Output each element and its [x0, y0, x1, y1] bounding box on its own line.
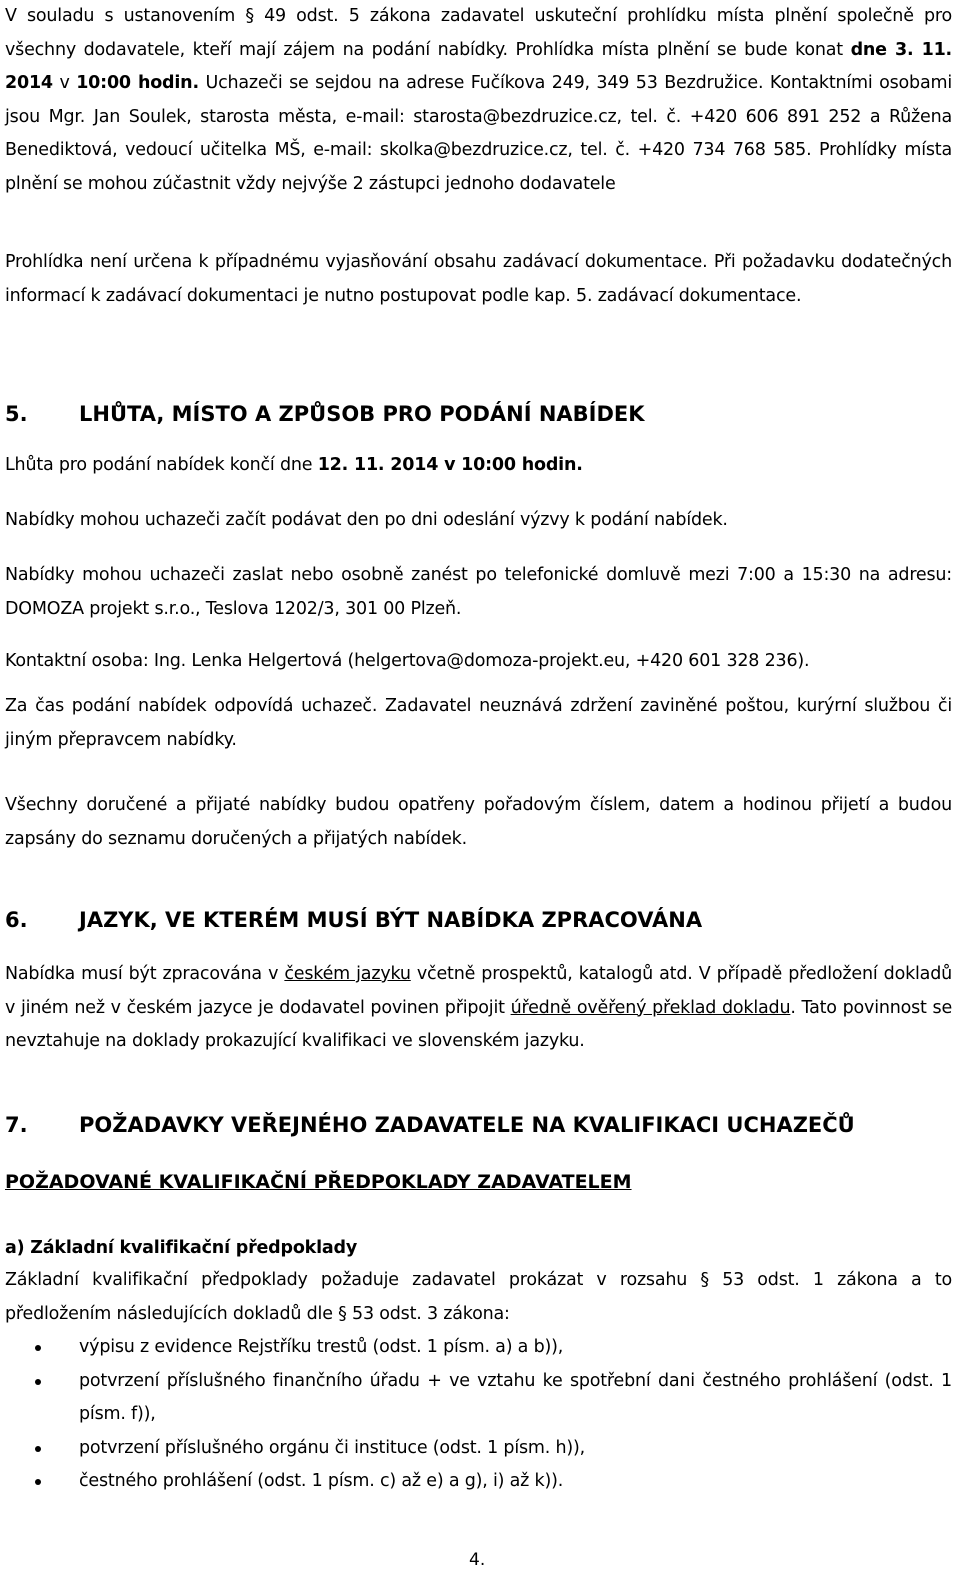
bullet-icon: [35, 1345, 41, 1351]
page-number: 4.: [469, 1550, 486, 1570]
submission-start-paragraph: Nabídky mohou uchazeči začít podávat den po dni odeslání výzvy k podání nabídek.: [5, 510, 728, 530]
list-item: potvrzení příslušného orgánu či instituce (odst. 1 písm. h)),: [5, 1432, 952, 1466]
bullet-icon: [35, 1379, 41, 1385]
section-7-heading: 7. POŽADAVKY VEŘEJNÉHO ZADAVATELE NA KVALIFIKACI UCHAZEČŮ: [5, 1113, 855, 1137]
list-item: čestného prohlášení (odst. 1 písm. c) až e) a g), i) až k)).: [5, 1465, 952, 1499]
contact-person-paragraph: Kontaktní osoba: Ing. Lenka Helgertová (helgertova@domoza-projekt.eu, +420 601 328 236).: [5, 651, 810, 671]
bullet-icon: [35, 1479, 41, 1485]
bullet-icon: [35, 1446, 41, 1452]
required-documents-list: [5, 1331, 952, 1499]
deadline-paragraph: Lhůta pro podání nabídek končí dne 12. 11. 2014 v 10:00 hodin.: [5, 455, 583, 475]
section-6-heading: 6. JAZYK, VE KTERÉM MUSÍ BÝT NABÍDKA ZPRACOVÁNA: [5, 908, 703, 932]
inspection-paragraph: V souladu s ustanovením § 49 odst. 5 zákona zadavatel uskuteční prohlídku místa plnění společně pro všechny dodavatele, kteří mají zájem na podání nabídky. Prohlídka místa plnění se bude konat dne 3. 11. 2014 v 10:00 hodin. Uchazeči se sejdou na adrese Fučíkova 249, 349 53 Bezdružice. Kontaktními osobami jsou Mgr. Jan Soulek, starosta města, e-mail: starosta@bezdruzice.cz, tel. č. +420 606 891 252 a Růžena Benediktová, vedoucí učitelka MŠ, e-mail: skolka@bezdruzice.cz, tel. č. +420 734 768 585. Prohlídky místa plnění se mohou zúčastnit vždy nejvýše 2 zástupci jednoho dodavatele: [5, 6, 952, 194]
section-7-subtitle: POŽADOVANÉ KVALIFIKAČNÍ PŘEDPOKLADY ZADAVATELEM: [5, 1171, 632, 1193]
list-item: potvrzení příslušného finančního úřadu + ve vztahu ke spotřební dani čestného prohlášení (odst. 1 písm. f)),: [5, 1365, 952, 1432]
list-item: výpisu z evidence Rejstříku trestů (odst. 1 písm. a) a b)),: [5, 1331, 952, 1365]
section-5-heading: 5. LHŮTA, MÍSTO A ZPŮSOB PRO PODÁNÍ NABÍDEK: [5, 402, 645, 426]
basic-qualification-text: Základní kvalifikační předpoklady požaduje zadavatel prokázat v rozsahu § 53 odst. 1 zákona a to předložením následujících dokladů dle § 53 odst. 3 zákona:: [5, 1270, 952, 1324]
inspection-note-paragraph: Prohlídka není určena k případnému vyjasňování obsahu zadávací dokumentace. Při požadavku dodatečných informací k zadávací dokumentaci je nutno postupovat podle kap. 5. zadávací dokumentace.: [5, 252, 952, 306]
responsibility-paragraph: Za čas podání nabídek odpovídá uchazeč. Zadavatel neuznává zdržení zaviněné poštou, kurýrní službou či jiným přepravcem nabídky.: [5, 696, 952, 750]
registration-paragraph: Všechny doručené a přijaté nabídky budou opatřeny pořadovým číslem, datem a hodinou přijetí a budou zapsány do seznamu doručených a přijatých nabídek.: [5, 795, 952, 849]
basic-qualification-heading: a) Základní kvalifikační předpoklady: [5, 1238, 358, 1258]
submission-address-paragraph: Nabídky mohou uchazeči zaslat nebo osobně zanést po telefonické domluvě mezi 7:00 a 15:30 na adresu: DOMOZA projekt s.r.o., Teslova 1202/3, 301 00 Plzeň.: [5, 565, 952, 619]
language-paragraph: Nabídka musí být zpracována v českém jazyku včetně prospektů, katalogů atd. V případě předložení dokladů v jiném než v českém jazyce je dodavatel povinen připojit úředně ověřený překlad dokladu. Tato povinnost se nevztahuje na doklady prokazující kvalifikaci ve slovenském jazyku.: [5, 964, 953, 1051]
